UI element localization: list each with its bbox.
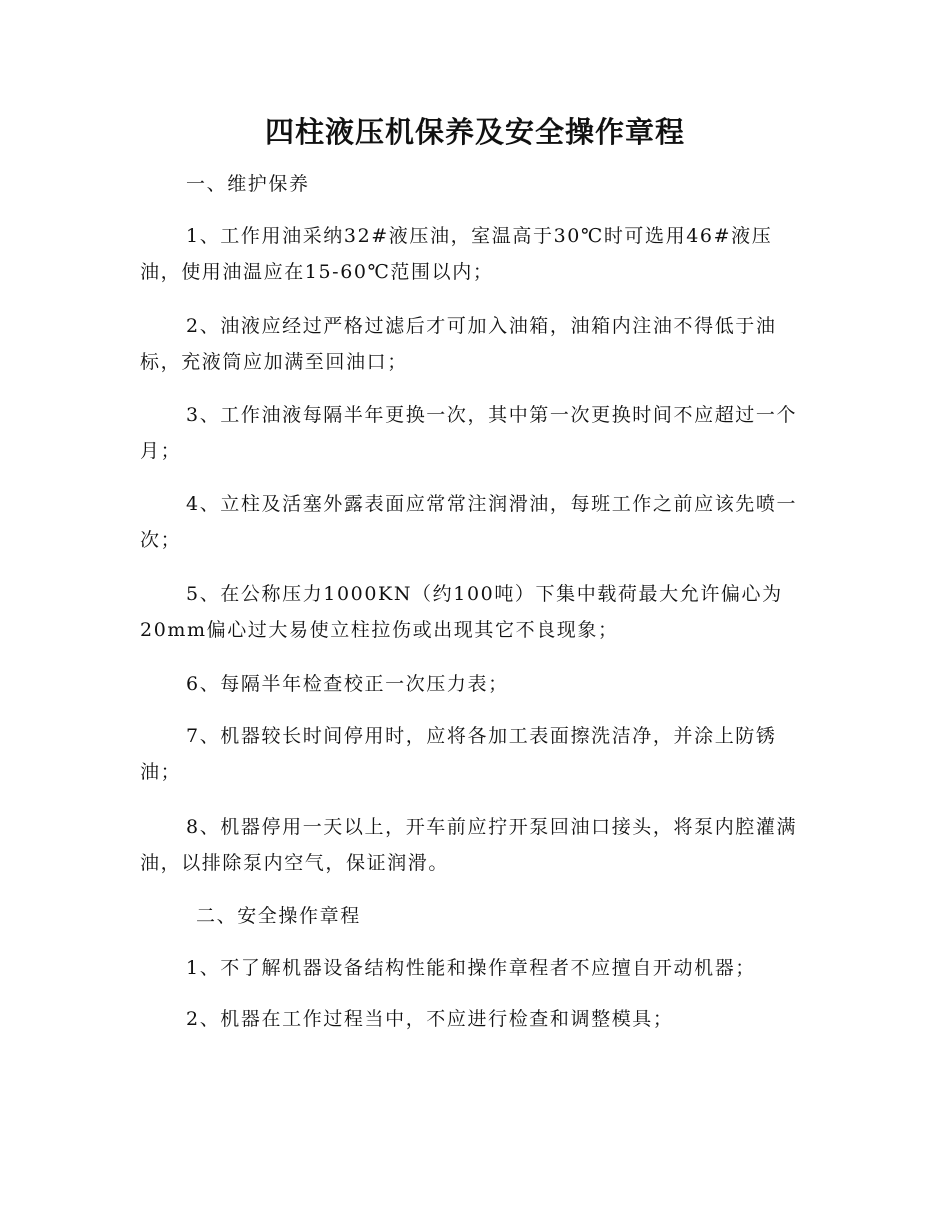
section-heading-maintenance: 一、维护保养: [186, 173, 310, 195]
document-title: 四柱液压机保养及安全操作章程: [264, 115, 685, 149]
paragraph-safety-2: 2、机器在工作过程当中，不应进行检查和调整模具；: [186, 1008, 674, 1030]
section-heading-safety: 二、安全操作章程: [196, 905, 361, 927]
paragraph-maintenance-1: 1、工作用油采纳32#液压油，室温高于30℃时可选用46#液压油，使用油温应在15-60℃范围以内；: [140, 225, 773, 283]
paragraph-maintenance-6: 6、每隔半年检查校正一次压力表；: [186, 673, 509, 695]
paragraph-maintenance-4: 4、立柱及活塞外露表面应常常注润滑油，每班工作之前应该先喷一次；: [140, 493, 798, 551]
paragraph-maintenance-5: 5、在公称压力1000KN（约100吨）下集中载荷最大允许偏心为20mm偏心过大易使立柱拉伤或出现其它不良现象；: [140, 583, 783, 641]
paragraph-maintenance-2: 2、油液应经过严格过滤后才可加入油箱，油箱内注油不得低于油标，充液筒应加满至回油口；: [140, 315, 777, 373]
paragraph-maintenance-3: 3、工作油液每隔半年更换一次，其中第一次更换时间不应超过一个月；: [140, 404, 798, 462]
paragraph-maintenance-8: 8、机器停用一天以上，开车前应拧开泵回油口接头，将泵内腔灌满油，以排除泵内空气，保证润滑。: [140, 816, 798, 874]
paragraph-safety-1: 1、不了解机器设备结构性能和操作章程者不应擅自开动机器；: [186, 957, 756, 979]
paragraph-maintenance-7: 7、机器较长时间停用时，应将各加工表面擦洗洁净，并涂上防锈油；: [140, 725, 777, 783]
